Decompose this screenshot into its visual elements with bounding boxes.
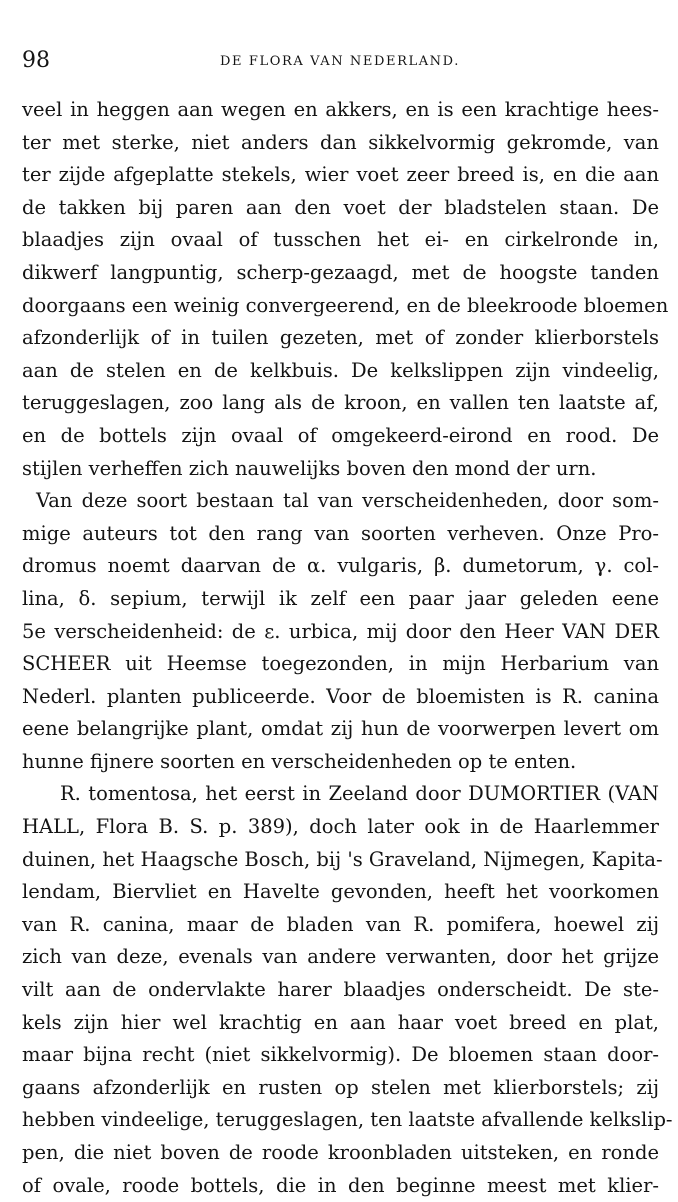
text-line: 5e verscheidenheid: de ε. urbica, mij door den Heer VAN DER — [22, 619, 659, 643]
text-line: HALL, Flora B. S. p. 389), doch later ook in de Haarlemmer — [22, 815, 659, 839]
text-line: mige auteurs tot den rang van soorten verheven. Onze Pro- — [22, 521, 659, 545]
text-line: ter zijde afgeplatte stekels, wier voet zeer breed is, en die aan — [22, 163, 659, 187]
text-line: zich van deze, evenals van andere verwanten, door het grijze — [22, 945, 659, 969]
text-line: kels zijn hier wel krachtig en aan haar voet breed en plat, — [22, 1010, 659, 1034]
text-line: lina, δ. sepium, terwijl ik zelf een paar jaar geleden eene — [22, 586, 659, 610]
text-line: vilt aan de ondervlakte harer blaadjes onderscheidt. De ste- — [22, 978, 659, 1002]
text-line: R. tomentosa, het eerst in Zeeland door DUMORTIER (VAN — [60, 782, 659, 806]
text-line: blaadjes zijn ovaal of tusschen het ei- en cirkelronde in, — [22, 228, 659, 252]
text-line: afzonderlijk of in tuilen gezeten, met of zonder klierborstels — [22, 326, 659, 350]
text-line: teruggeslagen, zoo lang als de kroon, en vallen ten laatste af, — [22, 391, 659, 415]
text-line: duinen, het Haagsche Bosch, bij 's Graveland, Nijmegen, Kapita- — [22, 847, 663, 871]
text-line: SCHEER uit Heemse toegezonden, in mijn Herbarium van — [22, 652, 659, 676]
page-number: 98 — [22, 48, 50, 73]
text-line: Nederl. planten publiceerde. Voor de bloemisten is R. canina — [22, 684, 659, 708]
running-head: DE FLORA VAN NEDERLAND. — [220, 54, 460, 69]
text-line: lendam, Biervliet en Havelte gevonden, heeft het voorkomen — [22, 880, 659, 904]
text-line: stijlen verheffen zich nauwelijks boven den mond der urn. — [22, 456, 597, 480]
text-line: dikwerf langpuntig, scherp-gezaagd, met de hoogste tanden — [22, 260, 659, 284]
body-text — [22, 94, 673, 1202]
text-line: en de bottels zijn ovaal of omgekeerd-eirond en rood. De — [22, 423, 659, 447]
text-line: de takken bij paren aan den voet der bladstelen staan. De — [22, 195, 659, 219]
text-line: dromus noemt daarvan de α. vulgaris, β. dumetorum, γ. col- — [22, 554, 659, 578]
text-line: gaans afzonderlijk en rusten op stelen met klierborstels; zij — [22, 1075, 659, 1099]
text-line: doorgaans een weinig convergeerend, en de bleekroode bloemen — [22, 293, 669, 317]
text-line: of ovale, roode bottels, die in den beginne meest met klier- — [22, 1173, 659, 1197]
text-line: Van deze soort bestaan tal van verscheidenheden, door som- — [36, 489, 659, 513]
text-line: aan de stelen en de kelkbuis. De kelkslippen zijn vindeelig, — [22, 358, 659, 382]
page-header — [22, 46, 658, 76]
text-line: veel in heggen aan wegen en akkers, en is een krachtige hees- — [22, 98, 659, 121]
text-line: ter met sterke, niet anders dan sikkelvormig gekromde, van — [22, 130, 659, 154]
text-line: hunne fijnere soorten en verscheidenheden op te enten. — [22, 749, 577, 773]
text-line: hebben vindeelige, teruggeslagen, ten laatste afvallende kelkslip- — [22, 1108, 673, 1132]
text-line: eene belangrijke plant, omdat zij hun de voorwerpen levert om — [22, 717, 659, 741]
text-line: van R. canina, maar de bladen van R. pomifera, hoewel zij — [22, 912, 659, 936]
text-line: maar bijna recht (niet sikkelvormig). De bloemen staan door- — [22, 1043, 659, 1067]
text-line: pen, die niet boven de roode kroonbladen uitsteken, en ronde — [22, 1141, 659, 1164]
